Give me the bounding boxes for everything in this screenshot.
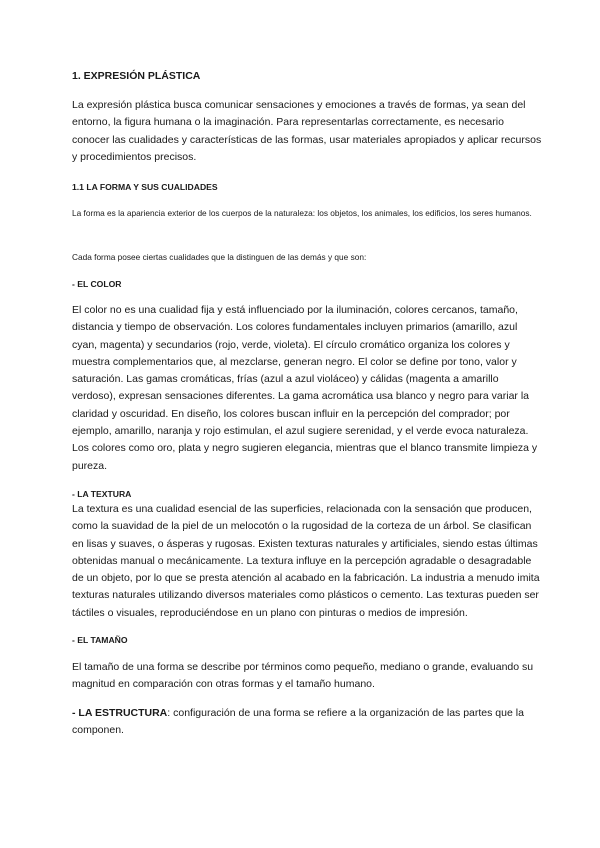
estructura-paragraph [72,705,542,740]
color-heading: - EL COLOR [72,279,122,289]
tamano-heading: - EL TAMAÑO [72,635,128,645]
tamano-paragraph: El tamaño de una forma se describe por términos como pequeño, mediano o grande, evaluando su magnitud en comparación con otras formas y el tamaño humano. [72,661,534,691]
section-title: 1. EXPRESIÓN PLÁSTICA [72,70,201,82]
intro-paragraph: La expresión plástica busca comunicar sensaciones y emociones a través de formas, ya sean del entorno, la figura humana o la imaginación. Para representarlas correctamente, es necesario conocer las cualidades y características de las formas, usar materiales apropiados y aplicar recursos y procedimientos precisos. [72,99,542,163]
forma-qualities-intro: Cada forma posee ciertas cualidades que la distinguen de las demás y que son: [72,252,367,262]
subsection-title: 1.1 LA FORMA Y SUS CUALIDADES [72,182,218,192]
estructura-text: : configuración de una forma se refiere a la organización de las partes que la componen. [72,707,524,737]
textura-heading: - LA TEXTURA [72,489,132,499]
estructura-heading: - LA ESTRUCTURA [72,707,168,719]
textura-paragraph: La textura es una cualidad esencial de las superficies, relacionada con la sensación que producen, como la suavidad de la piel de un melocotón o la rugosidad de la corteza de un árbol. Se clasifican en lisas y suaves, o ásperas y rugosas. Existen texturas naturales y artificiales, siendo estas últimas obtenidas manual o mecánicamente. La textura influye en la percepción agradable o desagradable de un objeto, por lo que se presta atención al acabado en la fabricación. La industria a menudo imita texturas naturales utilizando diversos materiales como plásticos o cemento. Las texturas pueden ser táctiles o visuales, reproduciéndose en un plano con pinturas o medios de impresión. [72,503,540,619]
forma-definition: La forma es la apariencia exterior de los cuerpos de la naturaleza: los objetos, los animales, los edificios, los seres humanos. [72,208,532,218]
color-paragraph: El color no es una cualidad fija y está influenciado por la iluminación, colores cercanos, tamaño, distancia y tiempo de observación. Los colores fundamentales incluyen primarios (amarillo, azul cyan, magenta) y secundarios (rojo, verde, violeta). El círculo cromático organiza los colores y muestra complementarios que, al mezclarse, generan negro. El color se define por tono, valor y saturación. Las gamas cromáticas, frías (azul a azul violáceo) y cálidas (magenta a amarillo verdoso), expresan sensaciones diferentes. La gama acromática usa blanco y negro para variar la claridad y oscuridad. En diseño, los colores buscan influir en la percepción del comprador; por ejemplo, amarillo, naranja y rojo estimulan, el azul sugiere serenidad, y el verde evoca naturaleza. Los colores como oro, plata y negro sugieren elegancia, mientras que el blanco transmite limpieza y pureza. [72,304,538,472]
